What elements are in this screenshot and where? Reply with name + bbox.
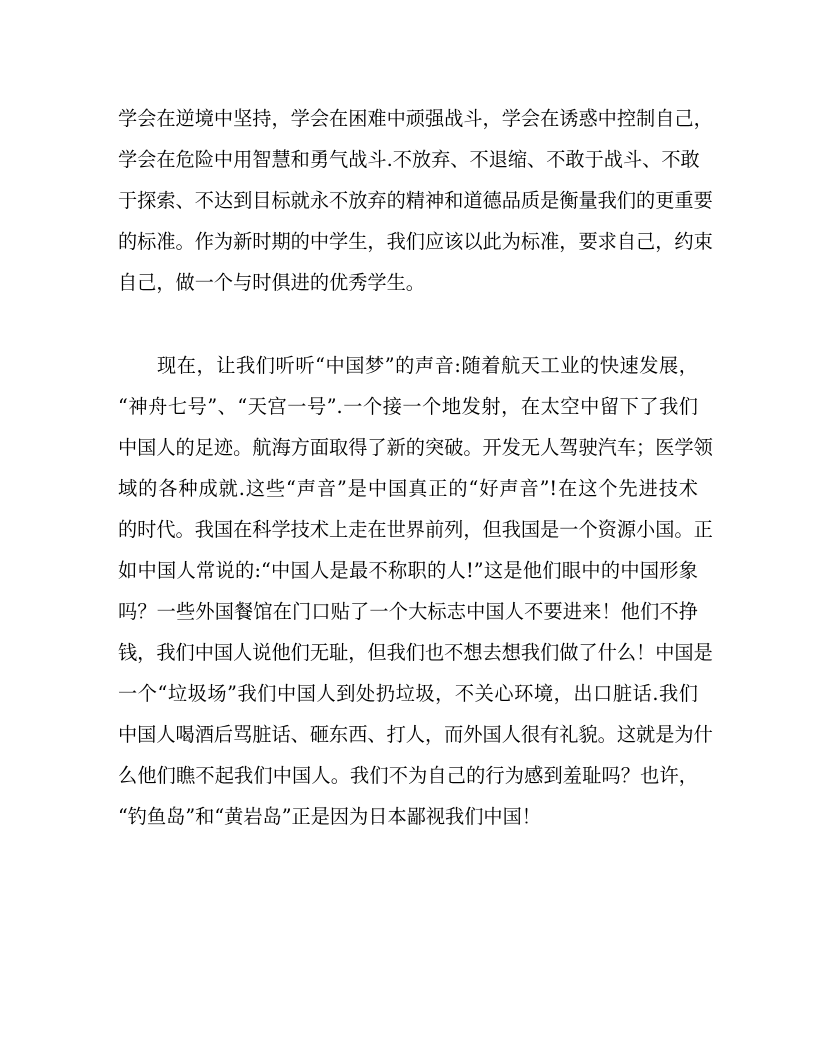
text-line: 学会在逆境中坚持，学会在困难中顽强战斗，学会在诱惑中控制自己， [118,107,713,130]
paragraph-2 [118,345,713,837]
text-line: 中国人喝酒后骂脏话、砸东西、打人，而外国人很有礼貌。这就是为什 [118,723,713,746]
text-line: 一个“垃圾场”我们中国人到处扔垃圾，不关心环境，出口脏话.我们 [118,682,698,705]
text-line: 钱，我们中国人说他们无耻，但我们也不想去想我们做了什么！中国是 [118,641,713,664]
text-line: 自己，做一个与时俱进的优秀学生。 [118,271,425,294]
text-line: 学会在危险中用智慧和勇气战斗.不放弃、不退缩、不敢于战斗、不敢 [118,148,700,171]
text-line: 的时代。我国在科学技术上走在世界前列，但我国是一个资源小国。正 [118,518,713,541]
text-line: 现在，让我们听听“中国梦”的声音:随着航天工业的快速发展， [157,354,698,377]
text-line: 如中国人常说的:“中国人是最不称职的人!”这是他们眼中的中国形象 [118,559,698,582]
text-line: 域的各种成就.这些“声音”是中国真正的“好声音”!在这个先进技术 [118,477,698,500]
text-line: 的标准。作为新时期的中学生，我们应该以此为标准，要求自己，约束 [118,230,713,253]
text-line: 吗？一些外国餐馆在门口贴了一个大标志中国人不要进来！他们不挣 [118,600,698,623]
text-line: 中国人的足迹。航海方面取得了新的突破。开发无人驾驶汽车；医学领 [118,436,713,459]
paragraph-1 [118,98,713,303]
text-line: “神舟七号”、“天宫一号”.一个接一个地发射，在太空中留下了我们 [118,395,698,418]
text-line: 于探索、不达到目标就永不放弃的精神和道德品质是衡量我们的更重要 [118,189,713,212]
text-line: 么他们瞧不起我们中国人。我们不为自己的行为感到羞耻吗？也许， [118,764,698,787]
text-line: “钓鱼岛”和“黄岩岛”正是因为日本鄙视我们中国！ [118,805,541,828]
